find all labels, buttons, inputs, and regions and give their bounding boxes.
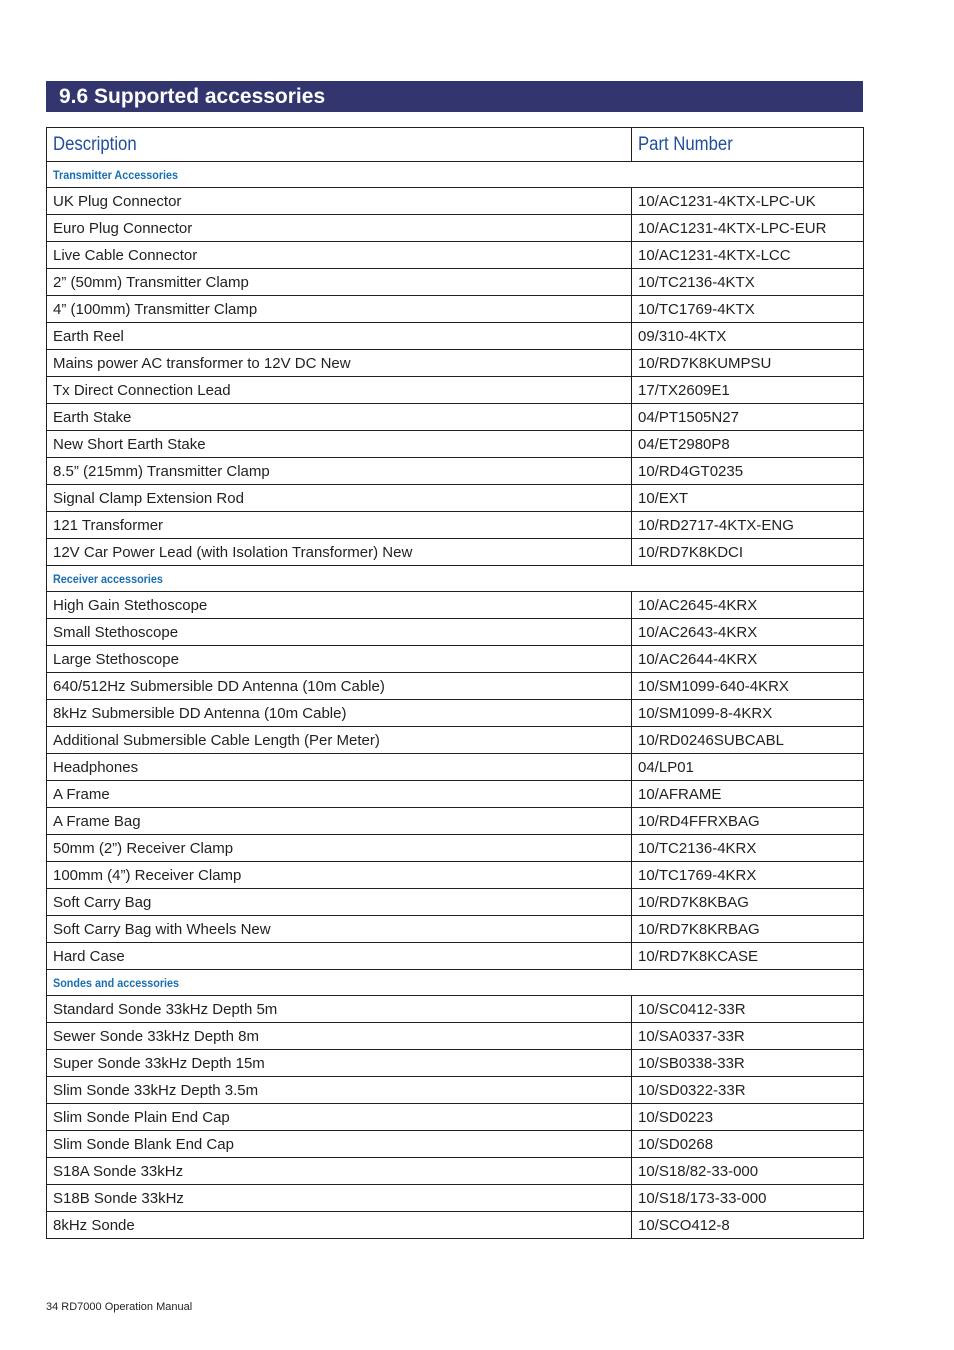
accessory-part-number: 10/SC0412-33R	[632, 996, 864, 1023]
accessory-description: 8kHz Sonde	[47, 1212, 632, 1239]
accessory-part-number: 10/SB0338-33R	[632, 1050, 864, 1077]
accessory-part-number: 10/AC2644-4KRX	[632, 646, 864, 673]
table-row	[47, 996, 864, 1023]
table-row	[47, 377, 864, 404]
group-title: Sondes and accessories	[47, 970, 864, 996]
accessory-part-number: 10/AC1231-4KTX-LPC-UK	[632, 188, 864, 215]
accessory-part-number: 10/SD0322-33R	[632, 1077, 864, 1104]
accessory-description: Signal Clamp Extension Rod	[47, 485, 632, 512]
table-row	[47, 1104, 864, 1131]
table-row	[47, 188, 864, 215]
accessory-part-number: 10/RD4GT0235	[632, 458, 864, 485]
accessory-part-number: 10/RD4FFRXBAG	[632, 808, 864, 835]
accessory-description: 12V Car Power Lead (with Isolation Transformer) New	[47, 539, 632, 566]
table-row	[47, 512, 864, 539]
accessory-description: S18A Sonde 33kHz	[47, 1158, 632, 1185]
accessory-part-number: 10/RD2717-4KTX-ENG	[632, 512, 864, 539]
accessory-description: UK Plug Connector	[47, 188, 632, 215]
table-row	[47, 889, 864, 916]
accessory-description: S18B Sonde 33kHz	[47, 1185, 632, 1212]
table-row	[47, 835, 864, 862]
table-row	[47, 1023, 864, 1050]
accessory-description: 8kHz Submersible DD Antenna (10m Cable)	[47, 700, 632, 727]
table-row	[47, 458, 864, 485]
accessory-description: Soft Carry Bag with Wheels New	[47, 916, 632, 943]
accessory-part-number: 04/ET2980P8	[632, 431, 864, 458]
accessory-part-number: 10/AC1231-4KTX-LPC-EUR	[632, 215, 864, 242]
group-header-row	[47, 566, 864, 592]
table-row	[47, 1050, 864, 1077]
accessory-description: Standard Sonde 33kHz Depth 5m	[47, 996, 632, 1023]
accessory-part-number: 04/PT1505N27	[632, 404, 864, 431]
accessory-description: 4” (100mm) Transmitter Clamp	[47, 296, 632, 323]
accessory-description: Additional Submersible Cable Length (Per Meter)	[47, 727, 632, 754]
accessory-description: Tx Direct Connection Lead	[47, 377, 632, 404]
group-title: Receiver accessories	[47, 566, 864, 592]
table-row	[47, 1212, 864, 1239]
table-row	[47, 485, 864, 512]
accessory-description: 2” (50mm) Transmitter Clamp	[47, 269, 632, 296]
accessory-part-number: 10/TC2136-4KRX	[632, 835, 864, 862]
accessory-part-number: 10/EXT	[632, 485, 864, 512]
table-row	[47, 727, 864, 754]
accessory-part-number: 10/TC2136-4KTX	[632, 269, 864, 296]
table-row	[47, 916, 864, 943]
table-row	[47, 296, 864, 323]
table-row	[47, 404, 864, 431]
accessory-part-number: 10/S18/173-33-000	[632, 1185, 864, 1212]
table-row	[47, 1185, 864, 1212]
table-row	[47, 323, 864, 350]
group-header-row	[47, 162, 864, 188]
accessory-part-number: 10/AC1231-4KTX-LCC	[632, 242, 864, 269]
table-row	[47, 862, 864, 889]
accessory-part-number: 10/AC2643-4KRX	[632, 619, 864, 646]
accessory-description: Super Sonde 33kHz Depth 15m	[47, 1050, 632, 1077]
accessories-table	[46, 127, 864, 1239]
accessory-part-number: 10/RD7K8KRBAG	[632, 916, 864, 943]
table-row	[47, 592, 864, 619]
accessory-part-number: 10/RD0246SUBCABL	[632, 727, 864, 754]
accessory-description: Mains power AC transformer to 12V DC New	[47, 350, 632, 377]
table-row	[47, 215, 864, 242]
group-header-row	[47, 970, 864, 996]
accessory-description: 640/512Hz Submersible DD Antenna (10m Cable)	[47, 673, 632, 700]
accessory-description: 8.5” (215mm) Transmitter Clamp	[47, 458, 632, 485]
accessory-description: 100mm (4”) Receiver Clamp	[47, 862, 632, 889]
accessory-part-number: 04/LP01	[632, 754, 864, 781]
accessory-part-number: 10/TC1769-4KRX	[632, 862, 864, 889]
accessory-description: Slim Sonde Plain End Cap	[47, 1104, 632, 1131]
table-row	[47, 700, 864, 727]
section-title: 9.6 Supported accessories	[46, 81, 863, 112]
accessory-description: Earth Stake	[47, 404, 632, 431]
accessory-description: Headphones	[47, 754, 632, 781]
accessory-part-number: 10/SD0268	[632, 1131, 864, 1158]
table-row	[47, 269, 864, 296]
table-row	[47, 350, 864, 377]
accessory-description: Live Cable Connector	[47, 242, 632, 269]
accessory-part-number: 10/SCO412-8	[632, 1212, 864, 1239]
accessory-description: A Frame	[47, 781, 632, 808]
accessory-part-number: 17/TX2609E1	[632, 377, 864, 404]
table-row	[47, 943, 864, 970]
table-body	[47, 162, 864, 1239]
table-row	[47, 1077, 864, 1104]
part-number-column-header: Part Number	[632, 128, 864, 162]
page-footer: 34 RD7000 Operation Manual	[46, 1301, 193, 1313]
table-row	[47, 646, 864, 673]
accessory-part-number: 10/RD7K8KDCI	[632, 539, 864, 566]
accessory-part-number: 10/AC2645-4KRX	[632, 592, 864, 619]
accessory-part-number: 10/S18/82-33-000	[632, 1158, 864, 1185]
table-row	[47, 242, 864, 269]
accessory-part-number: 10/RD7K8KCASE	[632, 943, 864, 970]
accessory-part-number: 10/SM1099-640-4KRX	[632, 673, 864, 700]
accessory-description: Hard Case	[47, 943, 632, 970]
description-column-header: Description	[47, 128, 632, 162]
table-row	[47, 1131, 864, 1158]
accessory-part-number: 10/SA0337-33R	[632, 1023, 864, 1050]
table-row	[47, 673, 864, 700]
accessory-description: Earth Reel	[47, 323, 632, 350]
accessory-part-number: 10/AFRAME	[632, 781, 864, 808]
accessory-part-number: 10/RD7K8KBAG	[632, 889, 864, 916]
accessory-part-number: 10/SD0223	[632, 1104, 864, 1131]
table-row	[47, 1158, 864, 1185]
accessory-description: Small Stethoscope	[47, 619, 632, 646]
table-header-row	[47, 128, 864, 162]
table-row	[47, 619, 864, 646]
table-row	[47, 808, 864, 835]
accessory-description: New Short Earth Stake	[47, 431, 632, 458]
accessory-description: Euro Plug Connector	[47, 215, 632, 242]
accessory-description: Soft Carry Bag	[47, 889, 632, 916]
accessory-description: Slim Sonde Blank End Cap	[47, 1131, 632, 1158]
accessory-description: 50mm (2”) Receiver Clamp	[47, 835, 632, 862]
table-row	[47, 431, 864, 458]
accessory-description: Slim Sonde 33kHz Depth 3.5m	[47, 1077, 632, 1104]
accessory-description: 121 Transformer	[47, 512, 632, 539]
accessory-description: Sewer Sonde 33kHz Depth 8m	[47, 1023, 632, 1050]
accessory-part-number: 10/TC1769-4KTX	[632, 296, 864, 323]
accessory-description: Large Stethoscope	[47, 646, 632, 673]
group-title: Transmitter Accessories	[47, 162, 864, 188]
accessory-description: High Gain Stethoscope	[47, 592, 632, 619]
table-row	[47, 781, 864, 808]
accessory-part-number: 09/310-4KTX	[632, 323, 864, 350]
table-row	[47, 754, 864, 781]
table-row	[47, 539, 864, 566]
accessory-part-number: 10/SM1099-8-4KRX	[632, 700, 864, 727]
accessory-part-number: 10/RD7K8KUMPSU	[632, 350, 864, 377]
accessory-description: A Frame Bag	[47, 808, 632, 835]
